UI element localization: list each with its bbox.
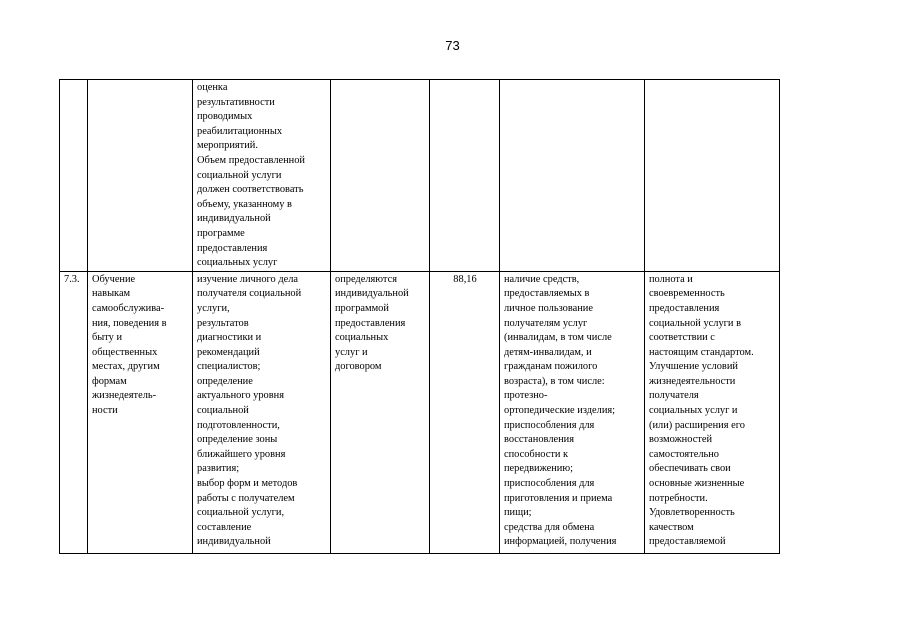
conditions-cell: наличие средств, предоставляемых в личное пользование получателям услуг (инвалидам, в том числе детям-инвалидам, и гражданам пожилого возраста), в том числе: протезно- ортопедические изделия; приспособления для восстановления способности к передвижению; приспособления для приготовления и приема пищи; средства для обмена информацией, получения [500,271,645,553]
service-standard-table [59,79,780,554]
quality-indicators-cell [645,80,780,272]
row-number-cell: 7.3. [60,271,88,553]
tariff-cell [430,80,500,272]
conditions-cell [500,80,645,272]
tariff-cell: 88,16 [430,271,500,553]
service-content-cell: оценка результативности проводимых реабилитационных мероприятий. Объем предоставленной социальной услуги должен соответствовать объему, указанному в индивидуальной программе предоставления социальных услуг [193,80,331,272]
service-name-cell [88,80,193,272]
service-terms-cell: определяются индивидуальной программой предоставления социальных услуг и договором [331,271,430,553]
service-name-cell: Обучение навыкам самообслужива- ния, поведения в быту и общественных местах, другим формам жизнедеятель- ности [88,271,193,553]
table-row [60,80,780,272]
service-content-cell: изучение личного дела получателя социальной услуги, результатов диагностики и рекомендаций специалистов; определение актуального уровня социальной подготовленности, определение зоны ближайшего уровня развития; выбор форм и методов работы с получателем социальной услуги, составление индивидуальной [193,271,331,553]
table-row [60,271,780,553]
row-number-cell [60,80,88,272]
service-terms-cell [331,80,430,272]
page-number: 73 [445,38,460,53]
quality-indicators-cell: полнота и своевременность предоставления социальной услуги в соответствии с настоящим стандартом. Улучшение условий жизнедеятельности получателя социальных услуг и (или) расширения его возможностей самостоятельно обеспечивать свои основные жизненные потребности. Удовлетворенность качеством предоставляемой [645,271,780,553]
